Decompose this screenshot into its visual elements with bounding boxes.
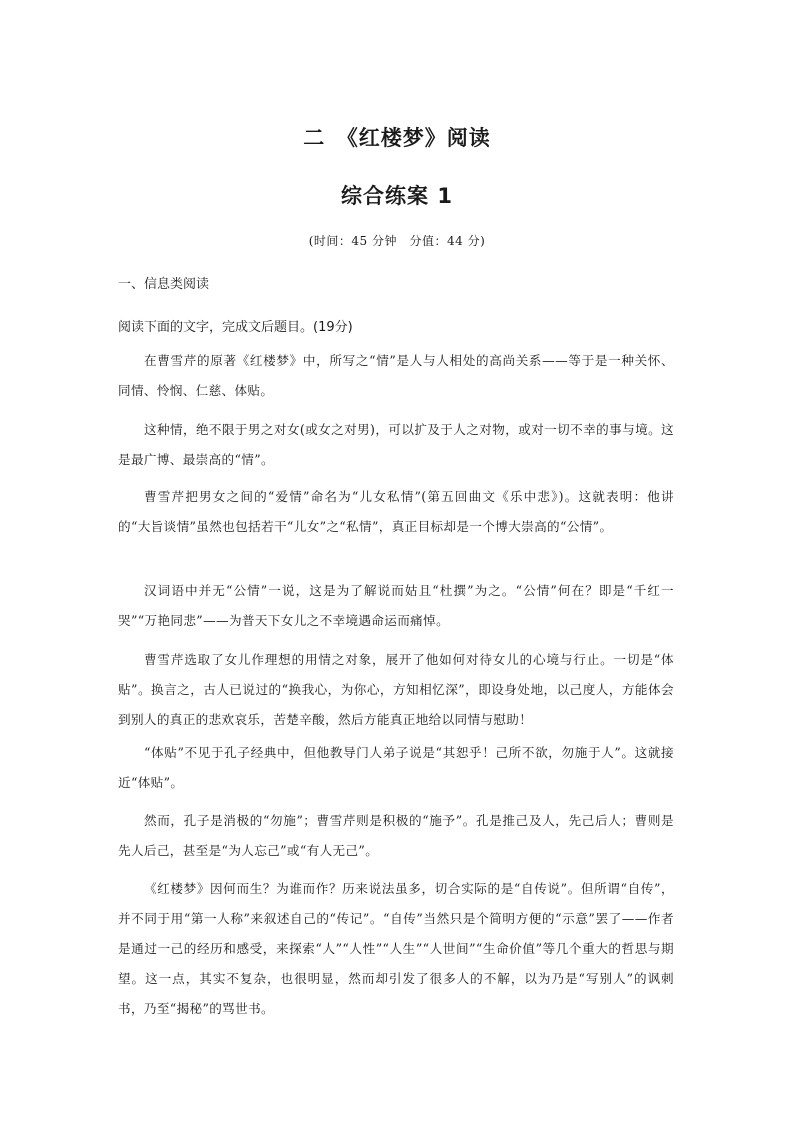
paragraph-7: 然而，孔子是消极的“勿施”；曹雪芹则是积极的“施予”。孔是推己及人，先己后人；曹则是先人后己，甚至是“为人忘己”或“有人无己”。 [118,813,674,858]
chapter-title: 二 《红楼梦》阅读 [303,126,491,150]
paragraph-5: 曹雪芹选取了女儿作理想的用情之对象，展开了他如何对待女儿的心境与行止。一切是“体贴”。换言之，古人已说过的“换我心，为你心，方知相忆深”，即设身处地，以己度人，方能体会到别人的真正的悲欢哀乐，苦楚辛酸，然后方能真正地给以同情与慰助！ [118,652,674,727]
paragraph-2: 这种情，绝不限于男之对女(或女之对男)，可以扩及于人之对物，或对一切不幸的事与境。这是最广博、最崇高的“情”。 [118,422,674,467]
paragraph-4: 汉词语中并无“公情”一说，这是为了解说而姑且“杜撰”为之。“公情”何在？即是“千红一哭”“万艳同悲”——为普天下女儿之不幸境遇命运而痛悼。 [118,583,674,628]
paragraph-3: 曹雪芹把男女之间的“爱情”命名为“儿女私情”(第五回曲文《乐中悲》)。这就表明：他讲的“大旨谈情”虽然也包括若干“儿女”之“私情”，真正目标却是一个博大崇高的“公情”。 [118,489,674,534]
reading-instruction: 阅读下面的文字，完成文后题目。(19分) [118,320,353,335]
time-score-info: (时间：45 分钟 分值：44 分) [308,234,486,248]
section-heading: 一、信息类阅读 [118,277,210,292]
exercise-title: 综合练案 1 [341,184,453,208]
paragraph-1: 在曹雪芹的原著《红楼梦》中，所写之“情”是人与人相处的高尚关系——等于是一种关怀、同情、怜悯、仁慈、体贴。 [118,353,674,398]
paragraph-8: 《红楼梦》因何而生？为谁而作？历来说法虽多，切合实际的是“自传说”。但所谓“自传”，并不同于用“第一人称”来叙述自己的“传记”。“自传”当然只是个简明方便的“示意”罢了——作者是通过一己的经历和感受，来探索“人”“人性”“人生”“人世间”“生命价值”等几个重大的哲思与期望。这一点，其实不复杂，也很明显，然而却引发了很多人的不解，以为乃是“写别人”的讽刺书，乃至“揭秘”的骂世书。 [118,881,674,1016]
paragraph-6: “体贴”不见于孔子经典中，但他教导门人弟子说是“其恕乎！己所不欲，勿施于人”。这就接近“体贴”。 [118,745,674,790]
